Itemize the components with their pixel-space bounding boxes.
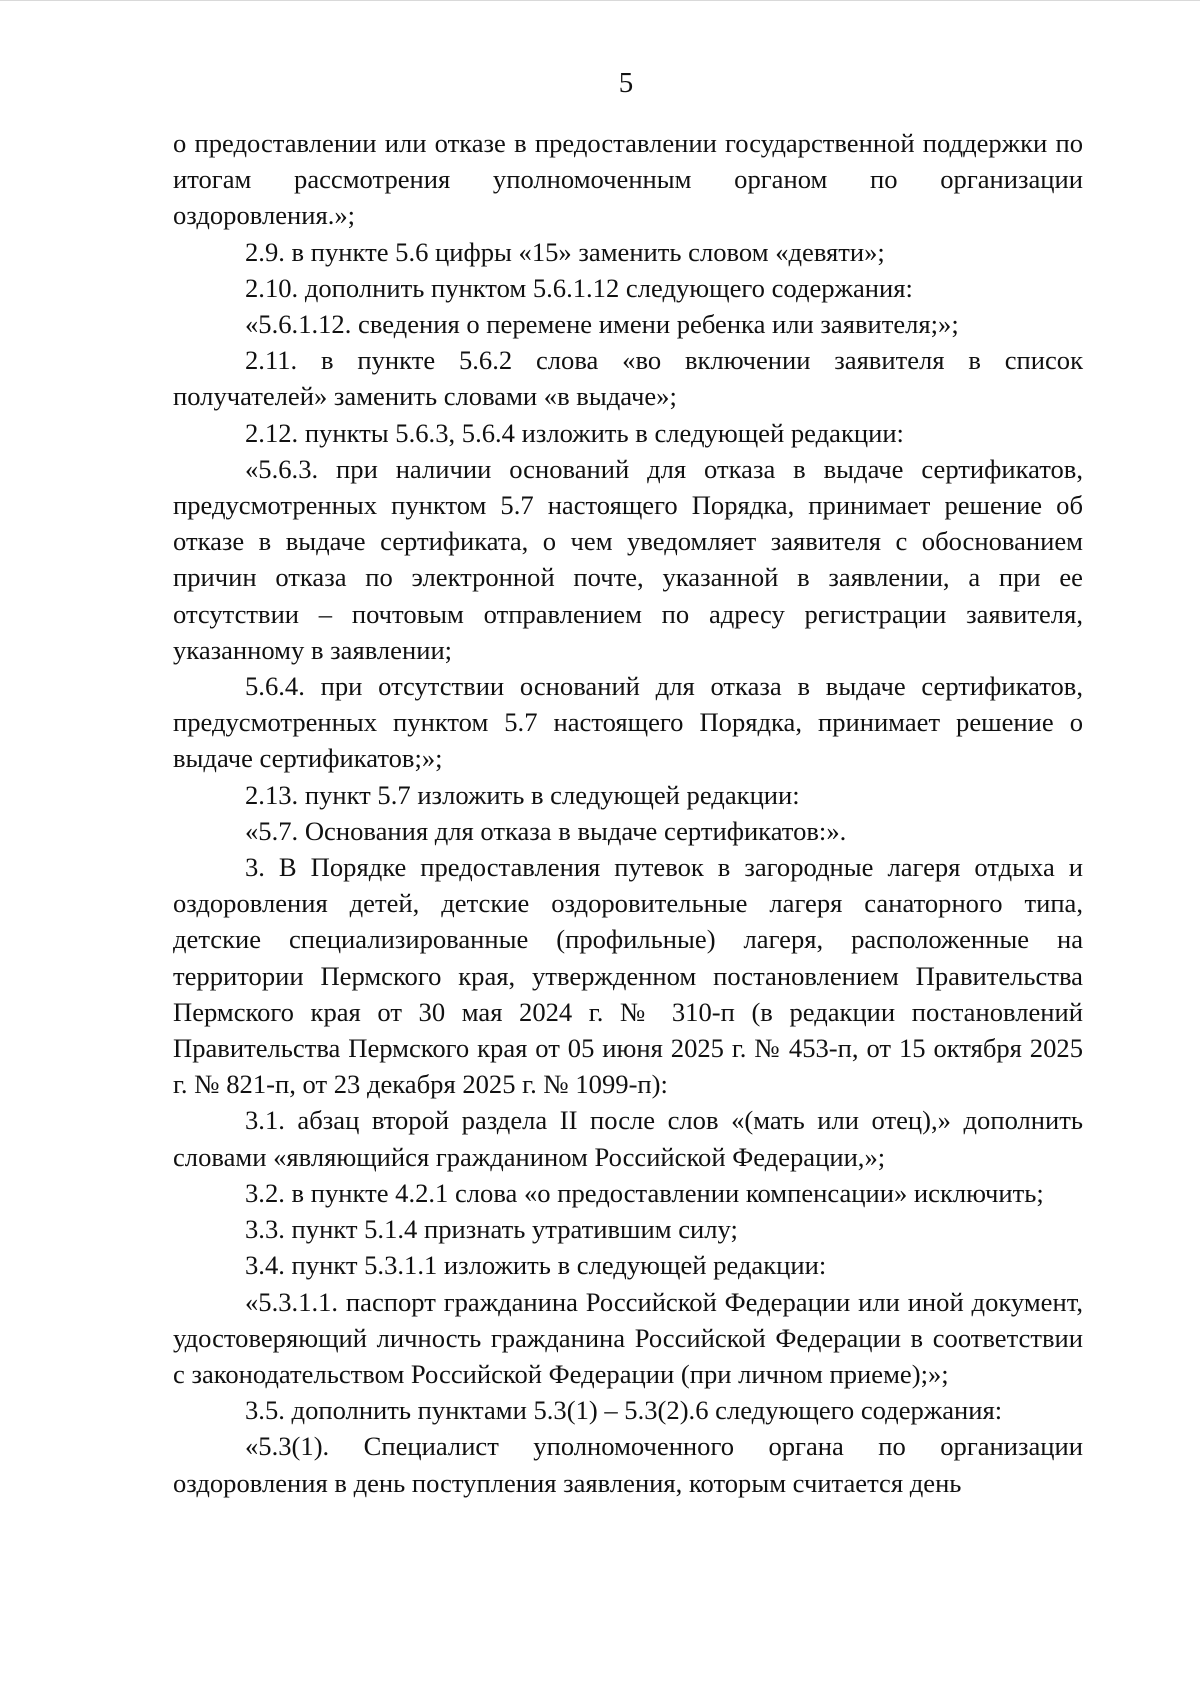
paragraph: 3. В Порядке предоставления путевок в загородные лагеря отдыха и оздоровления детей, детские оздоровительные лагеря санаторного типа, детские специализированные (профильные) лагеря, расположенные на территории Пермского края, утвержденном постановлением Правительства Пермского края от 30 мая 2024 г. № 310-п (в редакции постановлений Правительства Пермского края от 05 июня 2025 г. № 453-п, от 15 октября 2025 г. № 821-п, от 23 декабря 2025 г. № 1099-п):	[173, 852, 1083, 1100]
paragraph: о предоставлении или отказе в предоставлении государственной поддержки по итогам рассмотрения уполномоченным органом по организации оздоровления.»;	[173, 128, 1083, 231]
page-number: 5	[618, 67, 634, 99]
paragraph: «5.6.3. при наличии оснований для отказа в выдаче сертификатов, предусмотренных пунктом 5.7 настоящего Порядка, принимает решение об отказе в выдаче сертификата, о чем уведомляет заявителя с обоснованием причин отказа по электронной почте, указанной в заявлении, а при ее отсутствии – почтовым отправлением по адресу регистрации заявителя, указанному в заявлении;	[173, 453, 1083, 665]
paragraph: 3.1. абзац второй раздела II после слов «(мать или отец),» дополнить словами «являющийся гражданином Российской Федерации,»;	[173, 1105, 1083, 1172]
paragraph: 2.10. дополнить пунктом 5.6.1.12 следующего содержания:	[245, 272, 913, 303]
document-body	[173, 125, 1083, 1501]
paragraph: 3.4. пункт 5.3.1.1 изложить в следующей редакции:	[245, 1250, 827, 1281]
paragraph: 3.3. пункт 5.1.4 признать утратившим силу;	[245, 1214, 738, 1245]
paragraph: 2.11. в пункте 5.6.2 слова «во включении заявителя в список получателей» заменить словами «в выдаче»;	[173, 345, 1083, 412]
paragraph: «5.7. Основания для отказа в выдаче сертификатов:».	[245, 815, 847, 846]
paragraph: 3.5. дополнить пунктами 5.3(1) – 5.3(2).6 следующего содержания:	[245, 1395, 1003, 1426]
paragraph: «5.3(1). Специалист уполномоченного органа по организации оздоровления в день поступления заявления, которым считается день	[173, 1431, 1083, 1498]
paragraph: «5.6.1.12. сведения о перемене имени ребенка или заявителя;»;	[245, 309, 959, 340]
paragraph: 3.2. в пункте 4.2.1 слова «о предоставлении компенсации» исключить;	[245, 1177, 1044, 1208]
paragraph: 2.9. в пункте 5.6 цифры «15» заменить словом «девяти»;	[245, 236, 885, 267]
paragraph: 2.13. пункт 5.7 изложить в следующей редакции:	[245, 779, 800, 810]
paragraph: 5.6.4. при отсутствии оснований для отказа в выдаче сертификатов, предусмотренных пунктом 5.7 настоящего Порядка, принимает решение о выдаче сертификатов;»;	[173, 671, 1083, 774]
paragraph: 2.12. пункты 5.6.3, 5.6.4 изложить в следующей редакции:	[245, 417, 904, 448]
paragraph: «5.3.1.1. паспорт гражданина Российской Федерации или иной документ, удостоверяющий личность гражданина Российской Федерации в соответствии с законодательством Российской Федерации (при личном приеме);»;	[173, 1286, 1083, 1389]
